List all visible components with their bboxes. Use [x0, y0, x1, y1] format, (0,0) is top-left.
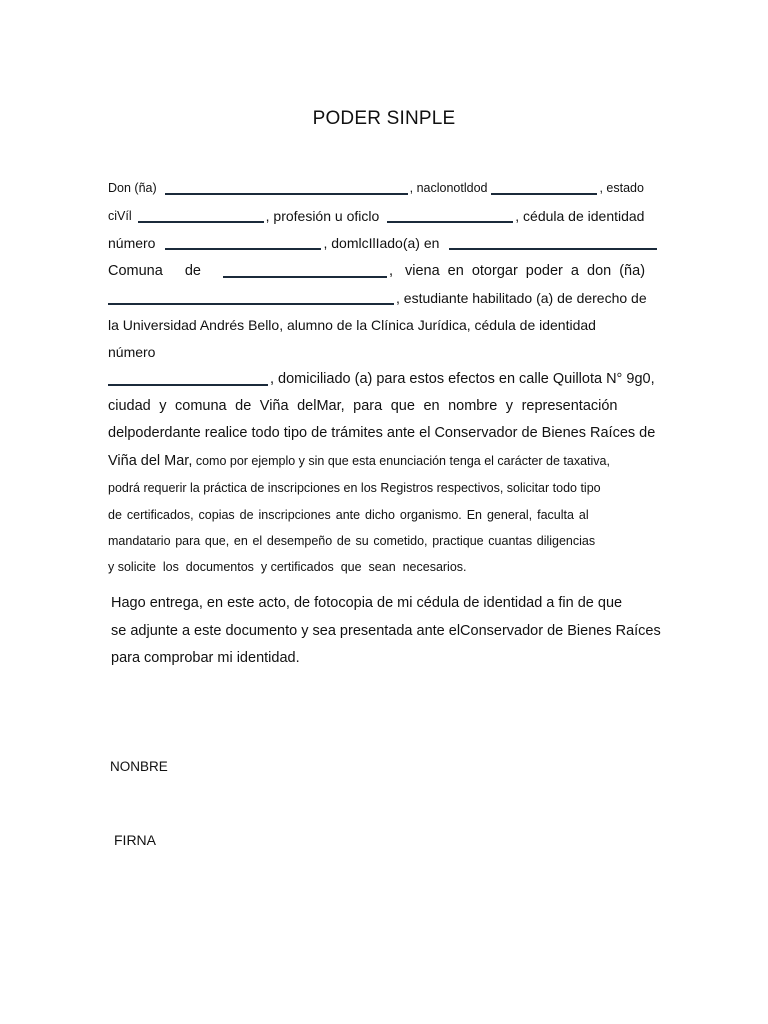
body-line-15 — [108, 557, 670, 577]
body-line-1 — [108, 178, 670, 198]
body-line-14 — [108, 531, 670, 551]
body-line-9 — [108, 396, 670, 416]
para2-line-1: Hago entrega, en este acto, de fotocopia de mi cédula de identidad a fin de que — [111, 595, 623, 611]
text-vina: Viña del Mar, — [108, 453, 193, 469]
text-comma: , — [388, 263, 393, 279]
text-domiciliado: , domlcIlIado(a) en — [323, 235, 440, 251]
text-domiciliado-quillota: , domiciliado (a) para estos efectos en calle Quillota N° 9g0, — [270, 371, 655, 387]
body-line-5 — [108, 288, 670, 308]
body-line-2 — [108, 206, 670, 226]
body-line-8 — [108, 369, 670, 389]
text-podra: podrá requerir la práctica de inscripciones en los Registros respectivos, solicitar todo tipo — [108, 481, 601, 495]
text-cedula: , cédula de identidad — [515, 208, 645, 224]
text-numero-2: número — [108, 344, 156, 360]
text-numero: número — [108, 235, 156, 251]
document-title: PODER SINPLE — [312, 108, 456, 129]
text-ejemplo: como por ejemplo y sin que esta enunciación tenga el carácter de taxativa, — [192, 454, 610, 468]
paragraph-entrega — [111, 590, 671, 673]
text-nacionalidad: , naclonotldod — [409, 181, 488, 195]
body-line-13 — [108, 505, 670, 525]
body-line-7 — [108, 342, 670, 362]
text-solicite: y solicite los documentos y certificados que sean necesarios. — [108, 560, 467, 574]
text-estudiante: , estudiante habilitado (a) de derecho de — [396, 290, 647, 306]
text-comuna: Comuna — [108, 263, 163, 279]
body-line-4 — [108, 261, 670, 281]
text-universidad: la Universidad Andrés Bello, alumno de la Clínica Jurídica, cédula de identidad — [108, 317, 596, 333]
body-line-12 — [108, 478, 670, 498]
blank-name — [165, 179, 408, 195]
name-label: NONBRE — [110, 759, 168, 774]
blank-student-id — [108, 370, 268, 386]
para2-line-2: se adjunte a este documento y sea presentada ante elConservador de Bienes Raíces — [111, 622, 661, 639]
blank-civil-status — [138, 207, 264, 223]
blank-student-name — [108, 289, 394, 305]
body-line-11 — [108, 451, 670, 471]
blank-address — [449, 234, 657, 250]
text-estado: , estado — [599, 181, 644, 195]
text-don: Don (ña) — [108, 181, 157, 195]
signature-label: FIRNA — [114, 832, 156, 848]
blank-profession — [387, 207, 513, 223]
text-viena: viena en otorgar poder a don (ña) — [404, 263, 646, 279]
blank-nationality — [491, 179, 597, 195]
blank-id-number — [165, 234, 321, 250]
body-line-3 — [108, 233, 670, 253]
text-profesion: , profesión u oficlo — [265, 208, 380, 224]
para2-line-3: para comprobar mi identidad. — [111, 650, 300, 666]
text-certificados: de certificados, copias de inscripciones ante dicho organismo. En general, faculta al — [108, 508, 589, 522]
body-line-10 — [108, 423, 670, 443]
text-ciudad: ciudad y comuna de Viña delMar, para que en nombre y representación — [108, 398, 618, 414]
blank-commune — [223, 262, 387, 278]
text-civil: ciVíl — [108, 209, 132, 223]
text-mandatario: mandatario para que, en el desempeño de su cometido, practique cuantas diligencias — [108, 534, 596, 548]
body-line-6 — [108, 315, 670, 335]
text-de: de — [184, 263, 201, 279]
text-poderdante: delpoderdante realice todo tipo de trámites ante el Conservador de Bienes Raíces de — [108, 425, 656, 441]
